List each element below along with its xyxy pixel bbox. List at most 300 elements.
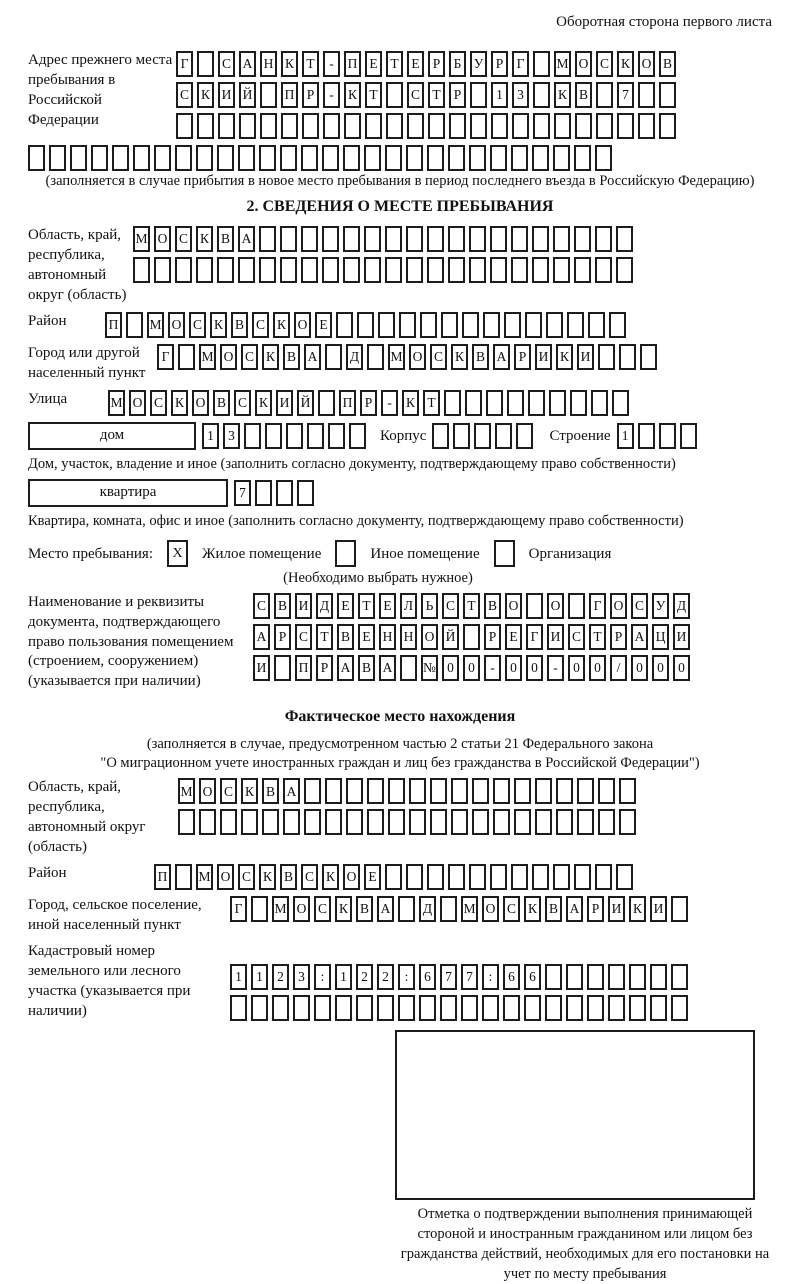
char-cell[interactable]: И <box>535 344 552 370</box>
char-cell[interactable] <box>532 226 549 252</box>
char-cell[interactable] <box>304 809 321 835</box>
char-cell[interactable]: Т <box>316 624 333 650</box>
char-cell[interactable] <box>238 145 255 171</box>
char-cell[interactable]: В <box>356 896 373 922</box>
char-cell[interactable] <box>274 655 291 681</box>
char-cell[interactable] <box>349 423 366 449</box>
char-cell[interactable] <box>440 896 457 922</box>
char-cell[interactable]: М <box>108 390 125 416</box>
char-cell[interactable]: - <box>484 655 501 681</box>
char-cell[interactable]: И <box>547 624 564 650</box>
char-cell[interactable]: Е <box>407 51 424 77</box>
char-cell[interactable]: С <box>176 82 193 108</box>
char-cell[interactable] <box>545 995 562 1021</box>
char-cell[interactable] <box>385 145 402 171</box>
char-cell[interactable]: Г <box>176 51 193 77</box>
char-cell[interactable]: С <box>238 864 255 890</box>
char-cell[interactable] <box>409 809 426 835</box>
char-cell[interactable]: И <box>650 896 667 922</box>
char-cell[interactable] <box>556 778 573 804</box>
char-cell[interactable]: 6 <box>524 964 541 990</box>
char-cell[interactable] <box>619 778 636 804</box>
char-cell[interactable] <box>608 964 625 990</box>
char-cell[interactable] <box>566 964 583 990</box>
char-cell[interactable] <box>595 864 612 890</box>
char-cell[interactable] <box>365 113 382 139</box>
char-cell[interactable]: Г <box>512 51 529 77</box>
char-cell[interactable]: О <box>482 896 499 922</box>
char-cell[interactable] <box>533 82 550 108</box>
char-cell[interactable]: К <box>556 344 573 370</box>
char-cell[interactable]: Ц <box>652 624 669 650</box>
char-cell[interactable]: Т <box>358 593 375 619</box>
char-cell[interactable] <box>322 226 339 252</box>
char-cell[interactable]: В <box>262 778 279 804</box>
char-cell[interactable]: 7 <box>234 480 251 506</box>
char-cell[interactable] <box>400 655 417 681</box>
char-cell[interactable] <box>346 809 363 835</box>
char-cell[interactable]: К <box>554 82 571 108</box>
char-cell[interactable] <box>514 809 531 835</box>
char-cell[interactable]: С <box>442 593 459 619</box>
char-cell[interactable]: В <box>659 51 676 77</box>
char-cell[interactable]: А <box>566 896 583 922</box>
char-cell[interactable] <box>524 995 541 1021</box>
char-cell[interactable]: К <box>451 344 468 370</box>
char-cell[interactable] <box>356 995 373 1021</box>
char-cell[interactable] <box>472 778 489 804</box>
char-cell[interactable]: О <box>610 593 627 619</box>
char-cell[interactable] <box>546 312 563 338</box>
char-cell[interactable] <box>570 390 587 416</box>
char-cell[interactable] <box>574 145 591 171</box>
char-cell[interactable]: О <box>192 390 209 416</box>
char-cell[interactable]: Д <box>316 593 333 619</box>
char-cell[interactable]: П <box>339 390 356 416</box>
char-cell[interactable]: Т <box>302 51 319 77</box>
char-cell[interactable]: : <box>482 964 499 990</box>
char-cell[interactable]: Т <box>423 390 440 416</box>
char-cell[interactable]: М <box>133 226 150 252</box>
char-cell[interactable] <box>301 257 318 283</box>
char-cell[interactable] <box>239 113 256 139</box>
char-cell[interactable] <box>554 113 571 139</box>
char-cell[interactable] <box>490 864 507 890</box>
char-cell[interactable] <box>470 113 487 139</box>
char-cell[interactable] <box>595 257 612 283</box>
char-cell[interactable] <box>482 995 499 1021</box>
char-cell[interactable]: И <box>673 624 690 650</box>
char-cell[interactable] <box>325 344 342 370</box>
char-cell[interactable] <box>511 145 528 171</box>
char-cell[interactable] <box>448 257 465 283</box>
char-cell[interactable] <box>608 995 625 1021</box>
char-cell[interactable] <box>364 145 381 171</box>
char-cell[interactable] <box>574 864 591 890</box>
char-cell[interactable] <box>302 113 319 139</box>
char-cell[interactable] <box>504 312 521 338</box>
char-cell[interactable] <box>465 390 482 416</box>
char-cell[interactable] <box>301 226 318 252</box>
char-cell[interactable]: М <box>461 896 478 922</box>
char-cell[interactable] <box>427 226 444 252</box>
char-cell[interactable]: Е <box>505 624 522 650</box>
char-cell[interactable] <box>407 113 424 139</box>
char-cell[interactable] <box>650 964 667 990</box>
char-cell[interactable] <box>293 995 310 1021</box>
char-cell[interactable] <box>28 145 45 171</box>
char-cell[interactable]: Е <box>337 593 354 619</box>
char-cell[interactable] <box>430 809 447 835</box>
char-cell[interactable]: Н <box>260 51 277 77</box>
char-cell[interactable] <box>328 423 345 449</box>
char-cell[interactable] <box>533 51 550 77</box>
char-cell[interactable]: К <box>241 778 258 804</box>
char-cell[interactable] <box>650 995 667 1021</box>
char-cell[interactable] <box>588 312 605 338</box>
char-cell[interactable]: С <box>314 896 331 922</box>
char-cell[interactable]: А <box>253 624 270 650</box>
char-cell[interactable] <box>619 344 636 370</box>
char-cell[interactable] <box>346 778 363 804</box>
char-cell[interactable] <box>616 864 633 890</box>
char-cell[interactable] <box>587 995 604 1021</box>
char-cell[interactable] <box>511 257 528 283</box>
char-cell[interactable]: И <box>276 390 293 416</box>
char-cell[interactable]: 0 <box>589 655 606 681</box>
char-cell[interactable] <box>385 226 402 252</box>
char-cell[interactable] <box>406 145 423 171</box>
char-cell[interactable]: В <box>283 344 300 370</box>
char-cell[interactable]: К <box>524 896 541 922</box>
char-cell[interactable] <box>553 864 570 890</box>
char-cell[interactable]: И <box>253 655 270 681</box>
char-cell[interactable]: В <box>472 344 489 370</box>
char-cell[interactable] <box>255 480 272 506</box>
char-cell[interactable] <box>218 113 235 139</box>
char-cell[interactable] <box>596 113 613 139</box>
char-cell[interactable]: Г <box>157 344 174 370</box>
char-cell[interactable]: П <box>154 864 171 890</box>
char-cell[interactable]: Т <box>386 51 403 77</box>
char-cell[interactable]: Г <box>230 896 247 922</box>
char-cell[interactable]: К <box>197 82 214 108</box>
char-cell[interactable] <box>528 390 545 416</box>
char-cell[interactable] <box>265 423 282 449</box>
char-cell[interactable] <box>286 423 303 449</box>
char-cell[interactable]: П <box>281 82 298 108</box>
char-cell[interactable] <box>553 226 570 252</box>
char-cell[interactable] <box>230 995 247 1021</box>
char-cell[interactable]: О <box>168 312 185 338</box>
char-cell[interactable]: О <box>129 390 146 416</box>
char-cell[interactable] <box>322 257 339 283</box>
char-cell[interactable]: Р <box>491 51 508 77</box>
char-cell[interactable]: Р <box>428 51 445 77</box>
char-cell[interactable] <box>591 390 608 416</box>
char-cell[interactable] <box>638 113 655 139</box>
char-cell[interactable]: О <box>293 896 310 922</box>
char-cell[interactable] <box>399 312 416 338</box>
char-cell[interactable] <box>671 964 688 990</box>
char-cell[interactable] <box>448 145 465 171</box>
char-cell[interactable] <box>553 257 570 283</box>
char-cell[interactable]: Р <box>316 655 333 681</box>
char-cell[interactable] <box>217 145 234 171</box>
char-cell[interactable]: К <box>262 344 279 370</box>
char-cell[interactable]: Е <box>365 51 382 77</box>
char-cell[interactable]: В <box>358 655 375 681</box>
char-cell[interactable]: 3 <box>512 82 529 108</box>
char-cell[interactable]: А <box>493 344 510 370</box>
char-cell[interactable]: Р <box>587 896 604 922</box>
stay-type-checkbox-other[interactable] <box>335 540 356 567</box>
char-cell[interactable]: Г <box>526 624 543 650</box>
char-cell[interactable]: Е <box>364 864 381 890</box>
char-cell[interactable]: 0 <box>442 655 459 681</box>
char-cell[interactable]: 0 <box>526 655 543 681</box>
char-cell[interactable]: Р <box>274 624 291 650</box>
char-cell[interactable] <box>427 145 444 171</box>
char-cell[interactable]: С <box>407 82 424 108</box>
char-cell[interactable] <box>91 145 108 171</box>
char-cell[interactable]: К <box>196 226 213 252</box>
char-cell[interactable]: 0 <box>505 655 522 681</box>
char-cell[interactable] <box>535 809 552 835</box>
char-cell[interactable]: О <box>547 593 564 619</box>
char-cell[interactable]: 0 <box>463 655 480 681</box>
char-cell[interactable] <box>175 145 192 171</box>
char-cell[interactable] <box>616 257 633 283</box>
char-cell[interactable]: П <box>344 51 361 77</box>
char-cell[interactable] <box>314 995 331 1021</box>
char-cell[interactable]: : <box>398 964 415 990</box>
char-cell[interactable] <box>568 593 585 619</box>
char-cell[interactable] <box>377 995 394 1021</box>
char-cell[interactable] <box>280 145 297 171</box>
char-cell[interactable] <box>388 778 405 804</box>
char-cell[interactable]: Л <box>400 593 417 619</box>
char-cell[interactable] <box>469 864 486 890</box>
char-cell[interactable] <box>511 864 528 890</box>
char-cell[interactable] <box>70 145 87 171</box>
char-cell[interactable]: С <box>301 864 318 890</box>
char-cell[interactable]: Р <box>449 82 466 108</box>
char-cell[interactable] <box>609 312 626 338</box>
char-cell[interactable] <box>525 312 542 338</box>
char-cell[interactable]: К <box>171 390 188 416</box>
char-cell[interactable] <box>671 896 688 922</box>
char-cell[interactable]: О <box>505 593 522 619</box>
char-cell[interactable] <box>367 809 384 835</box>
char-cell[interactable] <box>535 778 552 804</box>
char-cell[interactable] <box>503 995 520 1021</box>
char-cell[interactable]: 1 <box>335 964 352 990</box>
char-cell[interactable]: - <box>381 390 398 416</box>
char-cell[interactable] <box>432 423 449 449</box>
char-cell[interactable] <box>409 778 426 804</box>
char-cell[interactable] <box>472 809 489 835</box>
char-cell[interactable]: / <box>610 655 627 681</box>
char-cell[interactable]: И <box>218 82 235 108</box>
char-cell[interactable]: О <box>199 778 216 804</box>
char-cell[interactable]: О <box>217 864 234 890</box>
char-cell[interactable]: М <box>196 864 213 890</box>
char-cell[interactable] <box>556 809 573 835</box>
char-cell[interactable] <box>260 82 277 108</box>
char-cell[interactable] <box>440 995 457 1021</box>
char-cell[interactable] <box>441 312 458 338</box>
char-cell[interactable]: М <box>199 344 216 370</box>
char-cell[interactable] <box>367 778 384 804</box>
char-cell[interactable] <box>516 423 533 449</box>
char-cell[interactable] <box>259 257 276 283</box>
char-cell[interactable]: 0 <box>673 655 690 681</box>
char-cell[interactable] <box>566 995 583 1021</box>
char-cell[interactable]: П <box>295 655 312 681</box>
char-cell[interactable] <box>567 312 584 338</box>
char-cell[interactable] <box>638 82 655 108</box>
char-cell[interactable] <box>659 423 676 449</box>
char-cell[interactable] <box>598 809 615 835</box>
char-cell[interactable] <box>514 778 531 804</box>
char-cell[interactable]: К <box>344 82 361 108</box>
char-cell[interactable]: К <box>335 896 352 922</box>
char-cell[interactable] <box>461 995 478 1021</box>
char-cell[interactable] <box>343 226 360 252</box>
char-cell[interactable] <box>577 778 594 804</box>
char-cell[interactable] <box>220 809 237 835</box>
char-cell[interactable]: О <box>409 344 426 370</box>
char-cell[interactable] <box>322 145 339 171</box>
char-cell[interactable]: У <box>470 51 487 77</box>
char-cell[interactable] <box>251 995 268 1021</box>
char-cell[interactable]: М <box>272 896 289 922</box>
char-cell[interactable]: С <box>220 778 237 804</box>
char-cell[interactable]: - <box>323 51 340 77</box>
char-cell[interactable] <box>532 257 549 283</box>
char-cell[interactable] <box>490 145 507 171</box>
char-cell[interactable]: О <box>638 51 655 77</box>
char-cell[interactable] <box>386 82 403 108</box>
char-cell[interactable] <box>453 423 470 449</box>
char-cell[interactable]: А <box>239 51 256 77</box>
char-cell[interactable]: С <box>218 51 235 77</box>
char-cell[interactable]: 1 <box>230 964 247 990</box>
char-cell[interactable] <box>507 390 524 416</box>
char-cell[interactable]: 1 <box>251 964 268 990</box>
char-cell[interactable] <box>549 390 566 416</box>
char-cell[interactable]: Ь <box>421 593 438 619</box>
char-cell[interactable]: Т <box>589 624 606 650</box>
char-cell[interactable] <box>386 113 403 139</box>
char-cell[interactable] <box>574 257 591 283</box>
char-cell[interactable] <box>260 113 277 139</box>
char-cell[interactable]: С <box>631 593 648 619</box>
char-cell[interactable] <box>448 226 465 252</box>
char-cell[interactable]: К <box>281 51 298 77</box>
char-cell[interactable] <box>533 113 550 139</box>
char-cell[interactable] <box>469 257 486 283</box>
char-cell[interactable] <box>301 145 318 171</box>
char-cell[interactable] <box>259 145 276 171</box>
char-cell[interactable]: И <box>577 344 594 370</box>
char-cell[interactable]: О <box>294 312 311 338</box>
char-cell[interactable] <box>545 964 562 990</box>
char-cell[interactable]: Р <box>360 390 377 416</box>
char-cell[interactable]: М <box>554 51 571 77</box>
char-cell[interactable]: 7 <box>461 964 478 990</box>
char-cell[interactable]: С <box>295 624 312 650</box>
char-cell[interactable]: С <box>253 593 270 619</box>
char-cell[interactable] <box>483 312 500 338</box>
char-cell[interactable] <box>297 480 314 506</box>
char-cell[interactable] <box>197 113 214 139</box>
char-cell[interactable] <box>595 226 612 252</box>
char-cell[interactable] <box>343 257 360 283</box>
char-cell[interactable] <box>406 864 423 890</box>
char-cell[interactable]: № <box>421 655 438 681</box>
char-cell[interactable]: Д <box>673 593 690 619</box>
char-cell[interactable]: Д <box>419 896 436 922</box>
char-cell[interactable]: 6 <box>503 964 520 990</box>
char-cell[interactable] <box>444 390 461 416</box>
char-cell[interactable] <box>259 226 276 252</box>
char-cell[interactable]: Т <box>463 593 480 619</box>
char-cell[interactable] <box>307 423 324 449</box>
char-cell[interactable]: К <box>629 896 646 922</box>
char-cell[interactable] <box>344 113 361 139</box>
char-cell[interactable]: О <box>343 864 360 890</box>
char-cell[interactable]: В <box>231 312 248 338</box>
char-cell[interactable] <box>598 344 615 370</box>
char-cell[interactable] <box>430 778 447 804</box>
char-cell[interactable] <box>175 864 192 890</box>
char-cell[interactable]: В <box>337 624 354 650</box>
char-cell[interactable] <box>280 257 297 283</box>
char-cell[interactable] <box>469 145 486 171</box>
char-cell[interactable] <box>617 113 634 139</box>
char-cell[interactable] <box>238 257 255 283</box>
char-cell[interactable] <box>178 344 195 370</box>
char-cell[interactable] <box>281 113 298 139</box>
char-cell[interactable] <box>587 964 604 990</box>
char-cell[interactable]: М <box>178 778 195 804</box>
char-cell[interactable] <box>532 864 549 890</box>
char-cell[interactable] <box>619 809 636 835</box>
char-cell[interactable]: Е <box>315 312 332 338</box>
char-cell[interactable] <box>629 995 646 1021</box>
char-cell[interactable]: 0 <box>568 655 585 681</box>
char-cell[interactable] <box>490 257 507 283</box>
char-cell[interactable] <box>304 778 321 804</box>
char-cell[interactable] <box>595 145 612 171</box>
char-cell[interactable]: 2 <box>356 964 373 990</box>
char-cell[interactable] <box>364 257 381 283</box>
char-cell[interactable] <box>659 113 676 139</box>
char-cell[interactable]: 7 <box>440 964 457 990</box>
char-cell[interactable] <box>451 809 468 835</box>
char-cell[interactable]: 1 <box>202 423 219 449</box>
char-cell[interactable] <box>178 809 195 835</box>
char-cell[interactable] <box>419 995 436 1021</box>
char-cell[interactable]: В <box>484 593 501 619</box>
char-cell[interactable] <box>463 624 480 650</box>
char-cell[interactable] <box>241 809 258 835</box>
char-cell[interactable] <box>428 113 445 139</box>
char-cell[interactable]: С <box>175 226 192 252</box>
char-cell[interactable]: А <box>379 655 396 681</box>
